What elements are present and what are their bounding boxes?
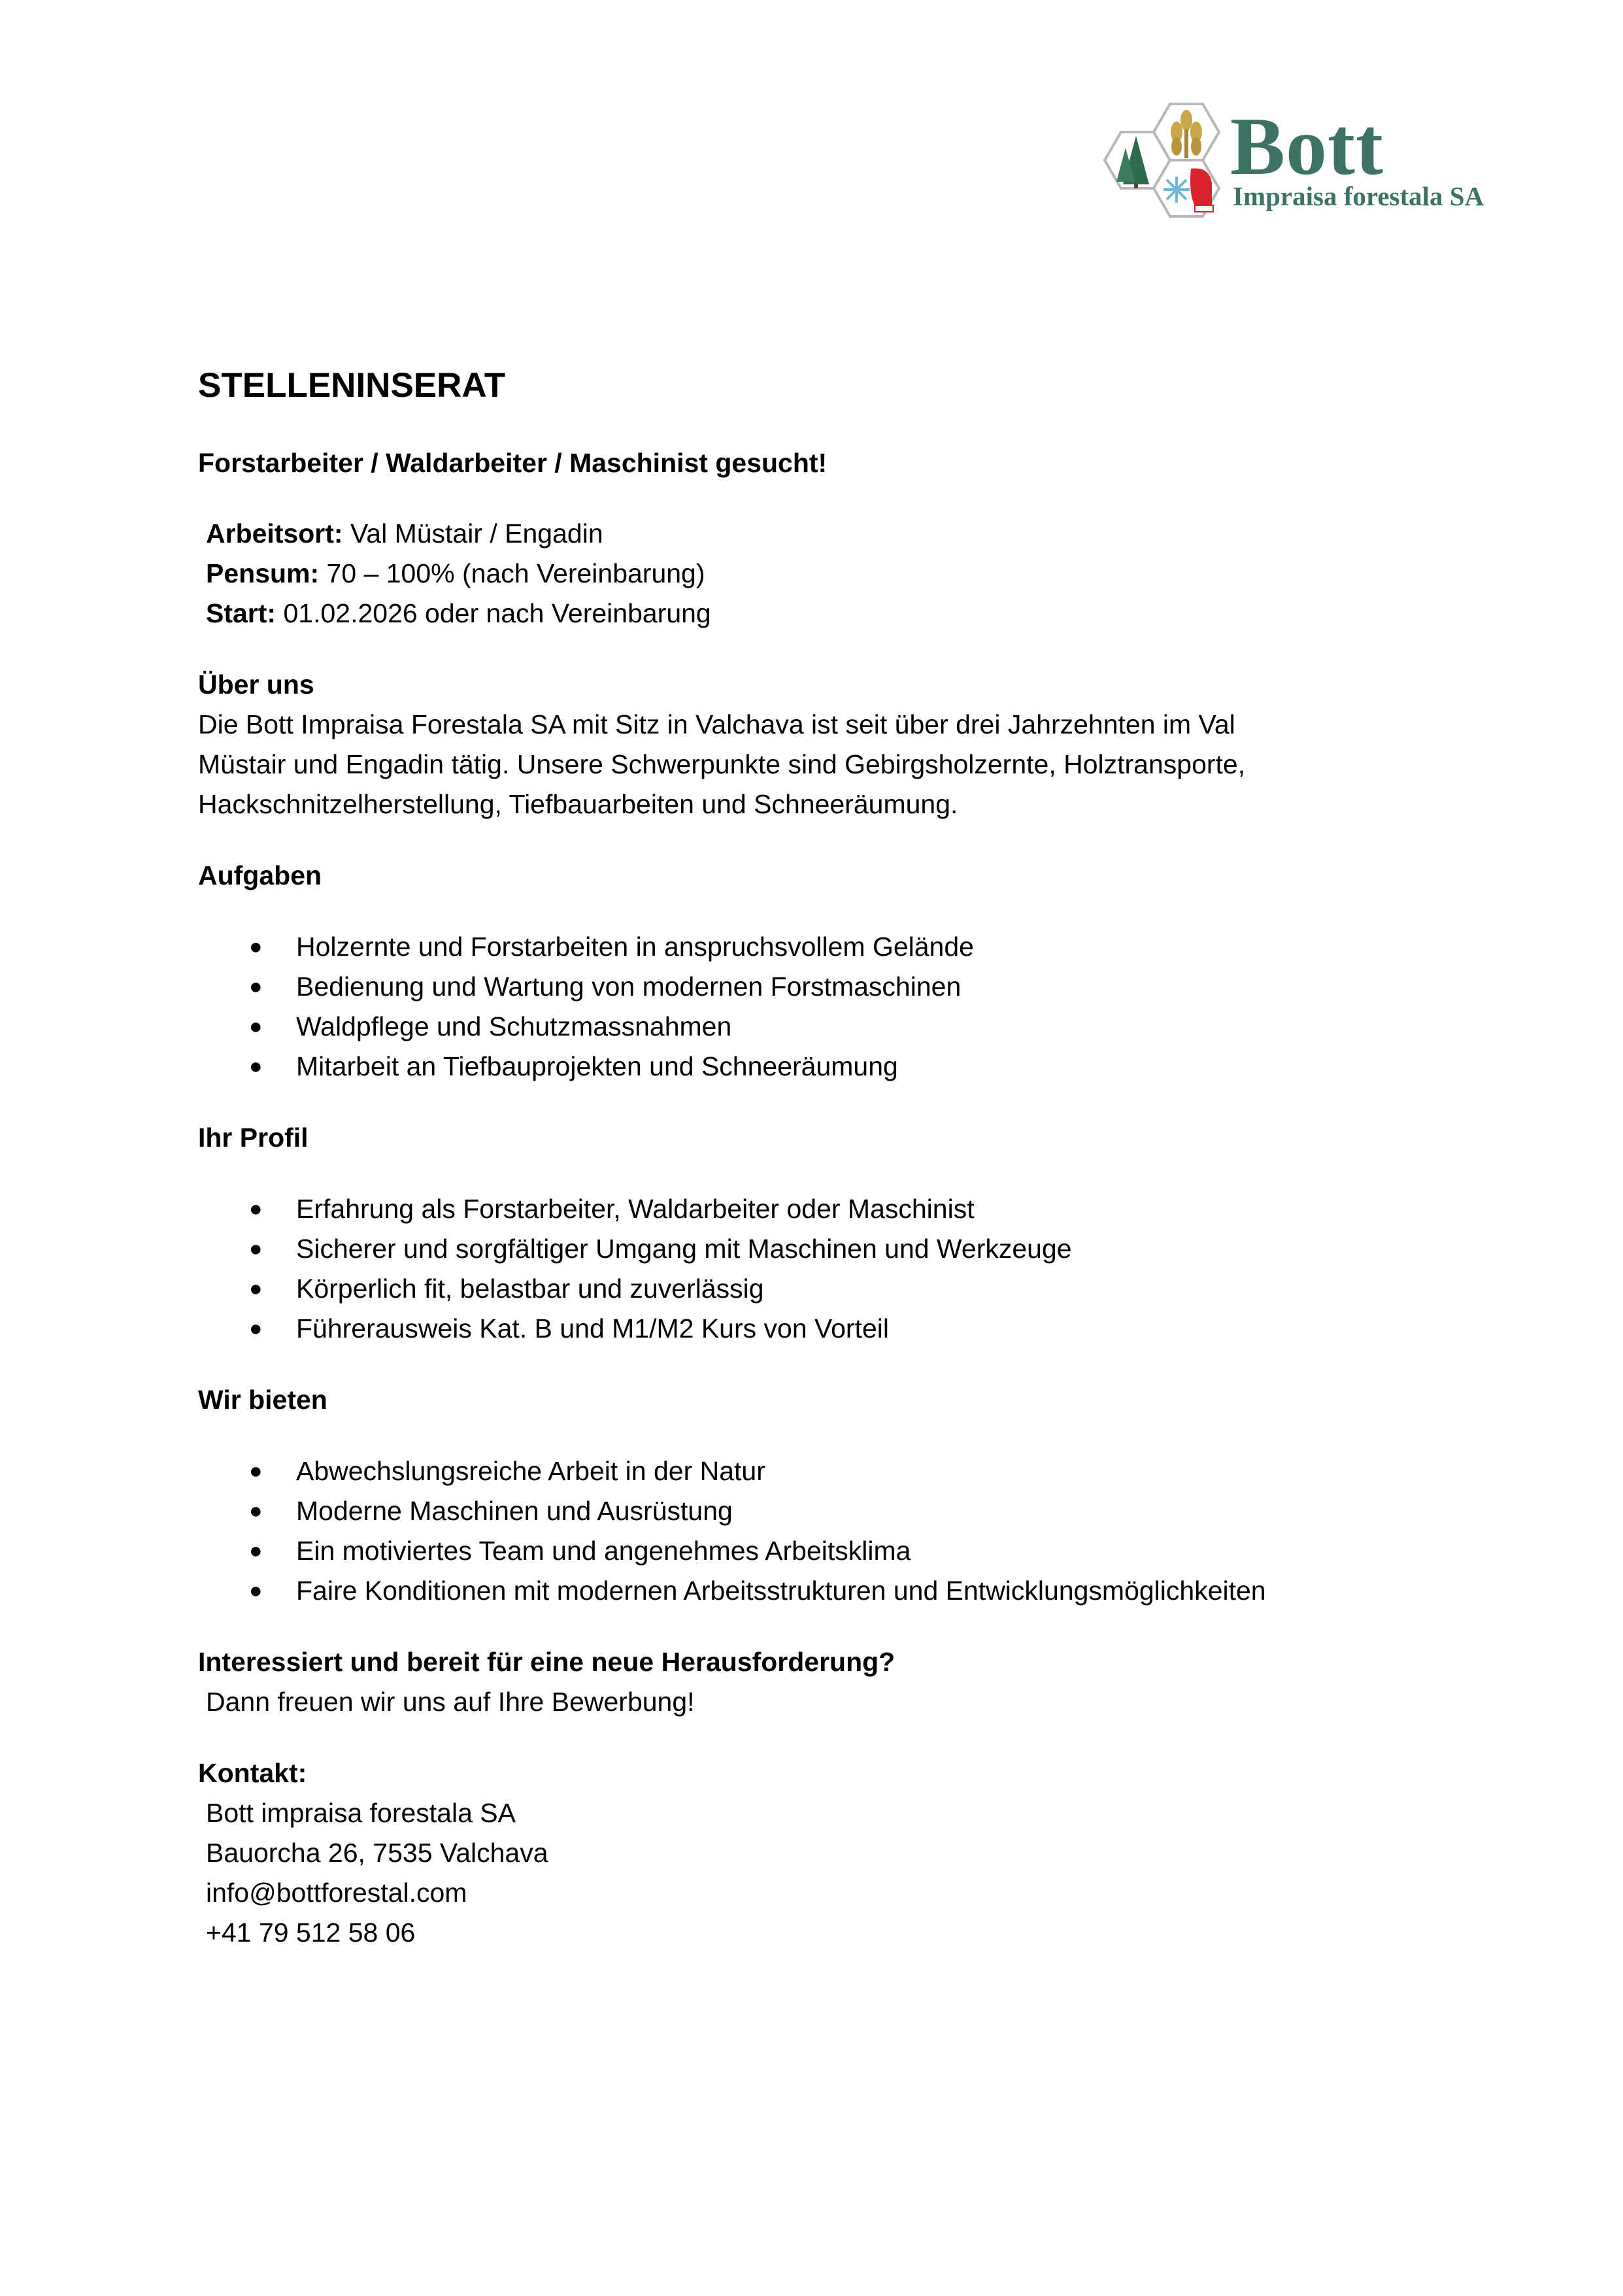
info-workload [206, 554, 1440, 594]
tasks-list [198, 927, 1440, 1087]
about-line: Hackschnitzelherstellung, Tiefbauarbeiten und Schneeräumung. [198, 789, 958, 819]
job-lead: Forstarbeiter / Waldarbeiter / Maschinist gesucht! [198, 448, 828, 478]
info-label: Pensum: [206, 558, 320, 588]
closing-text: Dann freuen wir uns auf Ihre Bewerbung! [206, 1687, 695, 1717]
about-line: Müstair und Engadin tätig. Unsere Schwerpunkte sind Gebirgsholzernte, Holztransporte, [198, 749, 1246, 779]
info-value: Val Müstair / Engadin [343, 518, 603, 549]
info-value: 01.02.2026 oder nach Vereinbarung [276, 598, 711, 628]
contact-heading: Kontakt: [198, 1758, 307, 1788]
job-info [198, 514, 1440, 633]
list-item: ● Moderne Maschinen und Ausrüstung [198, 1491, 1440, 1531]
job-posting [198, 360, 1440, 1953]
list-item: ● Körperlich fit, belastbar und zuverlässig [198, 1269, 1440, 1309]
about-heading: Über uns [198, 669, 314, 700]
list-item: ● Sicherer und sorgfältiger Umgang mit Maschinen und Werkzeuge [198, 1229, 1440, 1269]
profile-list [198, 1189, 1440, 1349]
contact-company: Bott impraisa forestala SA [206, 1798, 516, 1828]
list-item: ● Faire Konditionen mit modernen Arbeitsstrukturen und Entwicklungsmöglichkeiten [198, 1571, 1440, 1611]
about-text [198, 705, 1440, 824]
company-logo [1085, 98, 1484, 235]
closing-heading: Interessiert und bereit für eine neue Herausforderung? [198, 1647, 895, 1677]
logo-name: Bott [1230, 101, 1384, 192]
page-title: STELLENINSERAT [198, 366, 506, 405]
snowflake-icon [1163, 177, 1190, 203]
list-item: ● Führerausweis Kat. B und M1/M2 Kurs von Vorteil [198, 1309, 1440, 1349]
list-item: ● Holzernte und Forstarbeiten in anspruchsvollem Gelände [198, 927, 1440, 967]
info-location [206, 514, 1440, 554]
info-value: 70 – 100% (nach Vereinbarung) [319, 558, 705, 588]
list-item: ● Mitarbeit an Tiefbauprojekten und Schneeräumung [198, 1047, 1440, 1087]
contact-email[interactable]: info@bottforestal.com [206, 1878, 467, 1908]
profile-heading: Ihr Profil [198, 1123, 309, 1153]
list-item: ● Abwechslungsreiche Arbeit in der Natur [198, 1451, 1440, 1491]
list-item: ● Waldpflege und Schutzmassnahmen [198, 1007, 1440, 1047]
offer-list [198, 1451, 1440, 1611]
contact-block [198, 1793, 1440, 1953]
contact-address: Bauorcha 26, 7535 Valchava [206, 1838, 548, 1868]
list-item: ● Bedienung und Wartung von modernen Forstmaschinen [198, 967, 1440, 1007]
info-label: Start: [206, 598, 276, 628]
tasks-heading: Aufgaben [198, 860, 322, 890]
list-item: ● Erfahrung als Forstarbeiter, Waldarbeiter oder Maschinist [198, 1189, 1440, 1229]
about-line: Die Bott Impraisa Forestala SA mit Sitz in Valchava ist seit über drei Jahrzehnten im Val [198, 709, 1235, 739]
logo-emblem [1085, 98, 1235, 235]
info-start [206, 594, 1440, 633]
info-label: Arbeitsort: [206, 518, 343, 549]
offer-heading: Wir bieten [198, 1385, 327, 1415]
contact-phone[interactable]: +41 79 512 58 06 [206, 1917, 416, 1948]
logo-subtitle: Impraisa forestala SA [1233, 181, 1484, 211]
list-item: ● Ein motiviertes Team und angenehmes Arbeitsklima [198, 1531, 1440, 1571]
